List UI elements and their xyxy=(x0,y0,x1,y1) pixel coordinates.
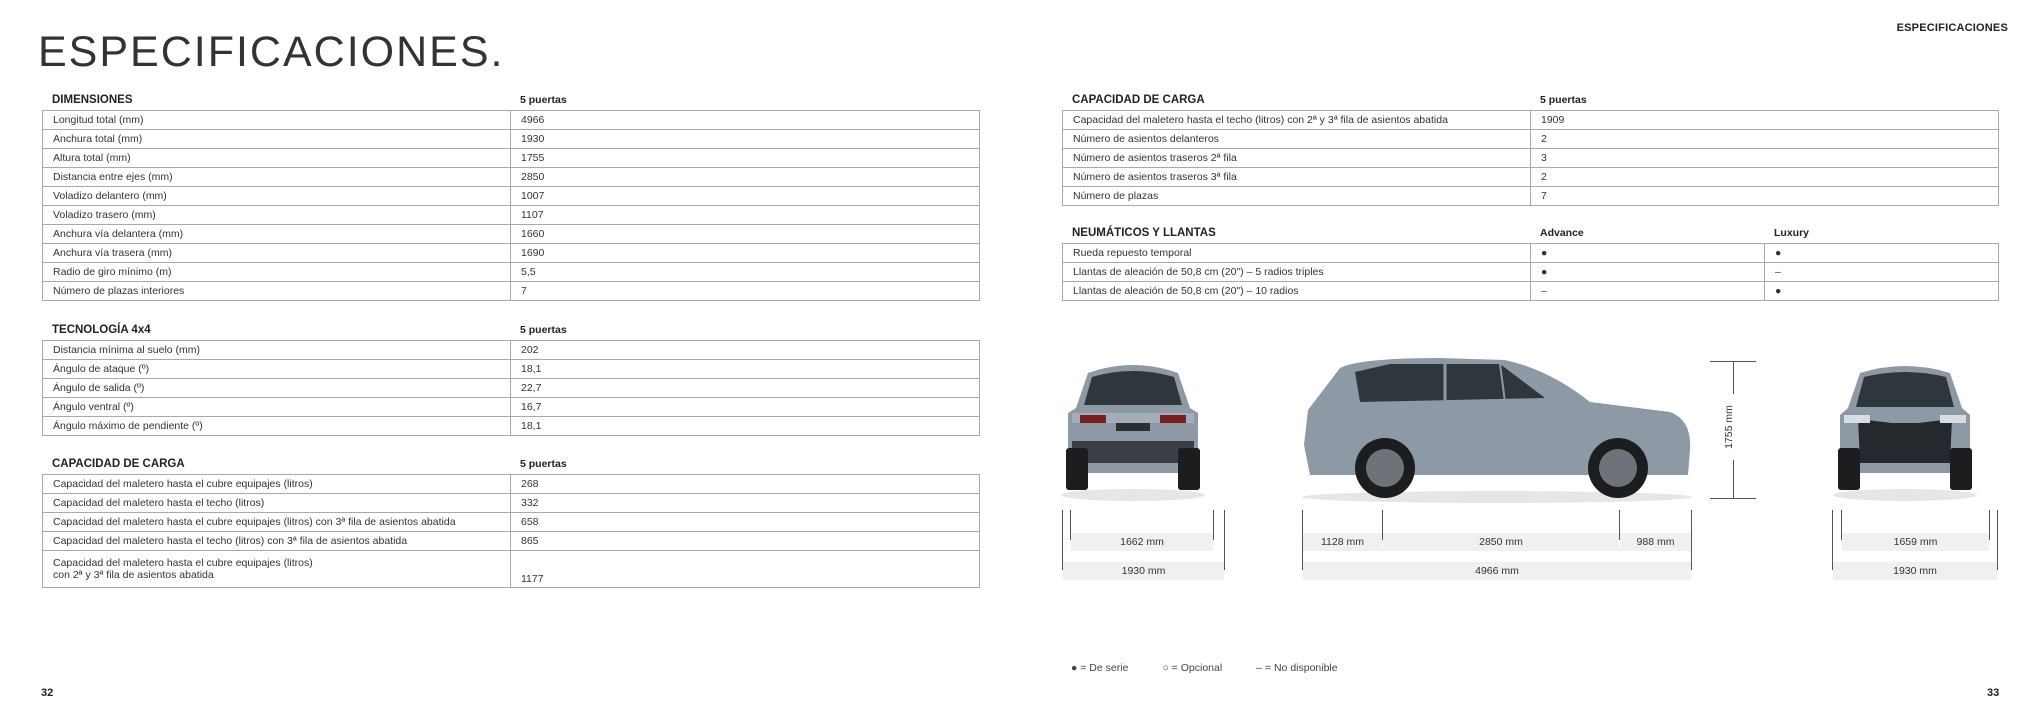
dimensiones-col-header: 5 puertas xyxy=(520,94,567,106)
carga-left-section xyxy=(42,454,979,588)
table-row xyxy=(43,111,980,130)
row-value: 2 xyxy=(1531,168,1999,187)
row-label: Rueda repuesto temporal xyxy=(1063,244,1531,263)
row-value: 1107 xyxy=(511,206,980,225)
row-label: Capacidad del maletero hasta el techo (litros) con 2ª y 3ª fila de asientos abatida xyxy=(1063,111,1531,130)
table-row xyxy=(43,225,980,244)
carga-right-header xyxy=(1062,90,1998,110)
car-dimension-diagrams xyxy=(1040,345,2030,595)
row-value: 268 xyxy=(511,475,980,494)
row-value: 7 xyxy=(1531,187,1999,206)
row-value: 18,1 xyxy=(511,360,980,379)
table-row xyxy=(1063,168,1999,187)
table-row xyxy=(1063,130,1999,149)
row-value: ● xyxy=(1531,244,1765,263)
table-row xyxy=(43,263,980,282)
row-label: Número de plazas interiores xyxy=(43,282,511,301)
table-row xyxy=(1063,187,1999,206)
table-row xyxy=(43,168,980,187)
rear-width-right-tick xyxy=(1224,510,1225,570)
table-row xyxy=(1063,244,1999,263)
dimensiones-title: DIMENSIONES xyxy=(52,94,133,106)
table-row xyxy=(1063,149,1999,168)
car-front-view-image xyxy=(1830,353,1980,503)
neumaticos-section xyxy=(1062,223,1998,301)
row-value: 22,7 xyxy=(511,379,980,398)
row-value: ● xyxy=(1765,244,1999,263)
row-value: 5,5 xyxy=(511,263,980,282)
carga-left-col-header: 5 puertas xyxy=(520,458,567,470)
table-row xyxy=(43,494,980,513)
carga-right-title: CAPACIDAD DE CARGA xyxy=(1072,94,1205,106)
table-row xyxy=(43,187,980,206)
rear-track-label: 1662 mm xyxy=(1071,533,1213,551)
row-label: Anchura total (mm) xyxy=(43,130,511,149)
side-end-tick xyxy=(1691,510,1692,570)
tecnologia-section xyxy=(42,320,979,436)
row-value: – xyxy=(1765,263,1999,282)
legend-unavailable: – = No disponible xyxy=(1256,662,1338,674)
page-title: ESPECIFICACIONES. xyxy=(38,28,505,76)
row-label: Radio de giro mínimo (m) xyxy=(43,263,511,282)
row-label: Capacidad del maletero hasta el techo (litros) con 3ª fila de asientos abatida xyxy=(43,532,511,551)
row-label: Capacidad del maletero hasta el techo (litros) xyxy=(43,494,511,513)
row-value: 18,1 xyxy=(511,417,980,436)
table-row xyxy=(43,513,980,532)
table-row xyxy=(43,206,980,225)
legend-standard: ● = De serie xyxy=(1071,662,1129,674)
row-label: Número de asientos delanteros xyxy=(1063,130,1531,149)
rear-track-right-tick xyxy=(1213,510,1214,540)
row-value: 2 xyxy=(1531,130,1999,149)
page-number-left: 32 xyxy=(41,687,54,699)
rear-width-label: 1930 mm xyxy=(1063,562,1224,580)
carga-left-title: CAPACIDAD DE CARGA xyxy=(52,458,185,470)
row-value: 4966 xyxy=(511,111,980,130)
row-label: Número de asientos traseros 2ª fila xyxy=(1063,149,1531,168)
row-label: Voladizo delantero (mm) xyxy=(43,187,511,206)
height-label: 1755 mm xyxy=(1723,394,1735,460)
carga-right-col-header: 5 puertas xyxy=(1540,94,1587,106)
wheelbase-label: 2850 mm xyxy=(1383,533,1619,551)
dimensiones-section xyxy=(42,90,979,301)
row-label: Capacidad del maletero hasta el cubre equipajes (litros) con 3ª fila de asientos abatida xyxy=(43,513,511,532)
row-label: Número de asientos traseros 3ª fila xyxy=(1063,168,1531,187)
row-label-line2: con 2ª y 3ª fila de asientos abatida xyxy=(53,569,214,581)
row-value: 1690 xyxy=(511,244,980,263)
row-value: 865 xyxy=(511,532,980,551)
row-label xyxy=(43,551,511,588)
neumaticos-table xyxy=(1062,243,1999,301)
front-track-right-tick xyxy=(1989,510,1990,540)
row-label: Ángulo de salida (º) xyxy=(43,379,511,398)
neumaticos-col-luxury: Luxury xyxy=(1774,227,1810,239)
table-row xyxy=(43,282,980,301)
rear-overhang-label: 1128 mm xyxy=(1303,533,1382,551)
row-label: Ángulo de ataque (º) xyxy=(43,360,511,379)
table-row xyxy=(1063,111,1999,130)
table-row xyxy=(1063,282,1999,301)
row-value: 1755 xyxy=(511,149,980,168)
row-label: Llantas de aleación de 50,8 cm (20") – 5 radios triples xyxy=(1063,263,1531,282)
table-row xyxy=(1063,263,1999,282)
table-row xyxy=(43,532,980,551)
front-width-label: 1930 mm xyxy=(1833,562,1997,580)
row-value: 658 xyxy=(511,513,980,532)
row-label: Distancia entre ejes (mm) xyxy=(43,168,511,187)
row-value: – xyxy=(1531,282,1765,301)
neumaticos-header xyxy=(1062,223,1998,243)
row-value: 1930 xyxy=(511,130,980,149)
row-label: Longitud total (mm) xyxy=(43,111,511,130)
row-value: 2850 xyxy=(511,168,980,187)
row-value: 1007 xyxy=(511,187,980,206)
carga-right-table xyxy=(1062,110,1999,206)
row-value: ● xyxy=(1765,282,1999,301)
legend-optional: ○ = Opcional xyxy=(1162,662,1223,674)
front-width-right-tick xyxy=(1997,510,1998,570)
table-row xyxy=(43,398,980,417)
row-value: 7 xyxy=(511,282,980,301)
table-row xyxy=(43,149,980,168)
row-label: Llantas de aleación de 50,8 cm (20") – 10 radios xyxy=(1063,282,1531,301)
row-label-line1: Capacidad del maletero hasta el cubre equipajes (litros) xyxy=(53,557,313,569)
row-label: Ángulo máximo de pendiente (º) xyxy=(43,417,511,436)
neumaticos-col-advance: Advance xyxy=(1540,227,1584,239)
dimensiones-header xyxy=(42,90,979,110)
dimensiones-table xyxy=(42,110,980,301)
row-value: 3 xyxy=(1531,149,1999,168)
car-rear-view-image xyxy=(1058,353,1208,503)
row-value: 16,7 xyxy=(511,398,980,417)
row-label: Altura total (mm) xyxy=(43,149,511,168)
front-track-label: 1659 mm xyxy=(1842,533,1989,551)
row-value: 1177 xyxy=(511,551,980,588)
row-value: 1660 xyxy=(511,225,980,244)
table-row xyxy=(43,551,980,588)
tecnologia-table xyxy=(42,340,980,436)
row-value: 202 xyxy=(511,341,980,360)
carga-left-header xyxy=(42,454,979,474)
row-label: Capacidad del maletero hasta el cubre equipajes (litros) xyxy=(43,475,511,494)
section-label: ESPECIFICACIONES xyxy=(1896,22,2008,34)
row-label: Número de plazas xyxy=(1063,187,1531,206)
row-value: 332 xyxy=(511,494,980,513)
front-width-left-tick xyxy=(1832,510,1833,570)
row-label: Anchura vía delantera (mm) xyxy=(43,225,511,244)
table-row xyxy=(43,379,980,398)
table-row xyxy=(43,417,980,436)
row-value: 1909 xyxy=(1531,111,1999,130)
carga-left-table xyxy=(42,474,980,588)
neumaticos-title: NEUMÁTICOS Y LLANTAS xyxy=(1072,227,1216,239)
row-label: Distancia mínima al suelo (mm) xyxy=(43,341,511,360)
table-row xyxy=(43,341,980,360)
table-row xyxy=(43,475,980,494)
carga-right-section xyxy=(1062,90,1998,206)
front-overhang-label: 988 mm xyxy=(1620,533,1691,551)
tecnologia-title: TECNOLOGÍA 4x4 xyxy=(52,324,151,336)
row-value: ● xyxy=(1531,263,1765,282)
row-label: Voladizo trasero (mm) xyxy=(43,206,511,225)
legend xyxy=(1071,662,1338,674)
rear-width-left-tick xyxy=(1062,510,1063,570)
tecnologia-col-header: 5 puertas xyxy=(520,324,567,336)
table-row xyxy=(43,130,980,149)
page-number-right: 33 xyxy=(1987,687,2000,699)
table-row xyxy=(43,244,980,263)
row-label: Ángulo ventral (º) xyxy=(43,398,511,417)
row-label: Anchura vía trasera (mm) xyxy=(43,244,511,263)
tecnologia-header xyxy=(42,320,979,340)
table-row xyxy=(43,360,980,379)
car-side-view-image xyxy=(1300,350,1695,505)
length-label: 4966 mm xyxy=(1303,562,1691,580)
